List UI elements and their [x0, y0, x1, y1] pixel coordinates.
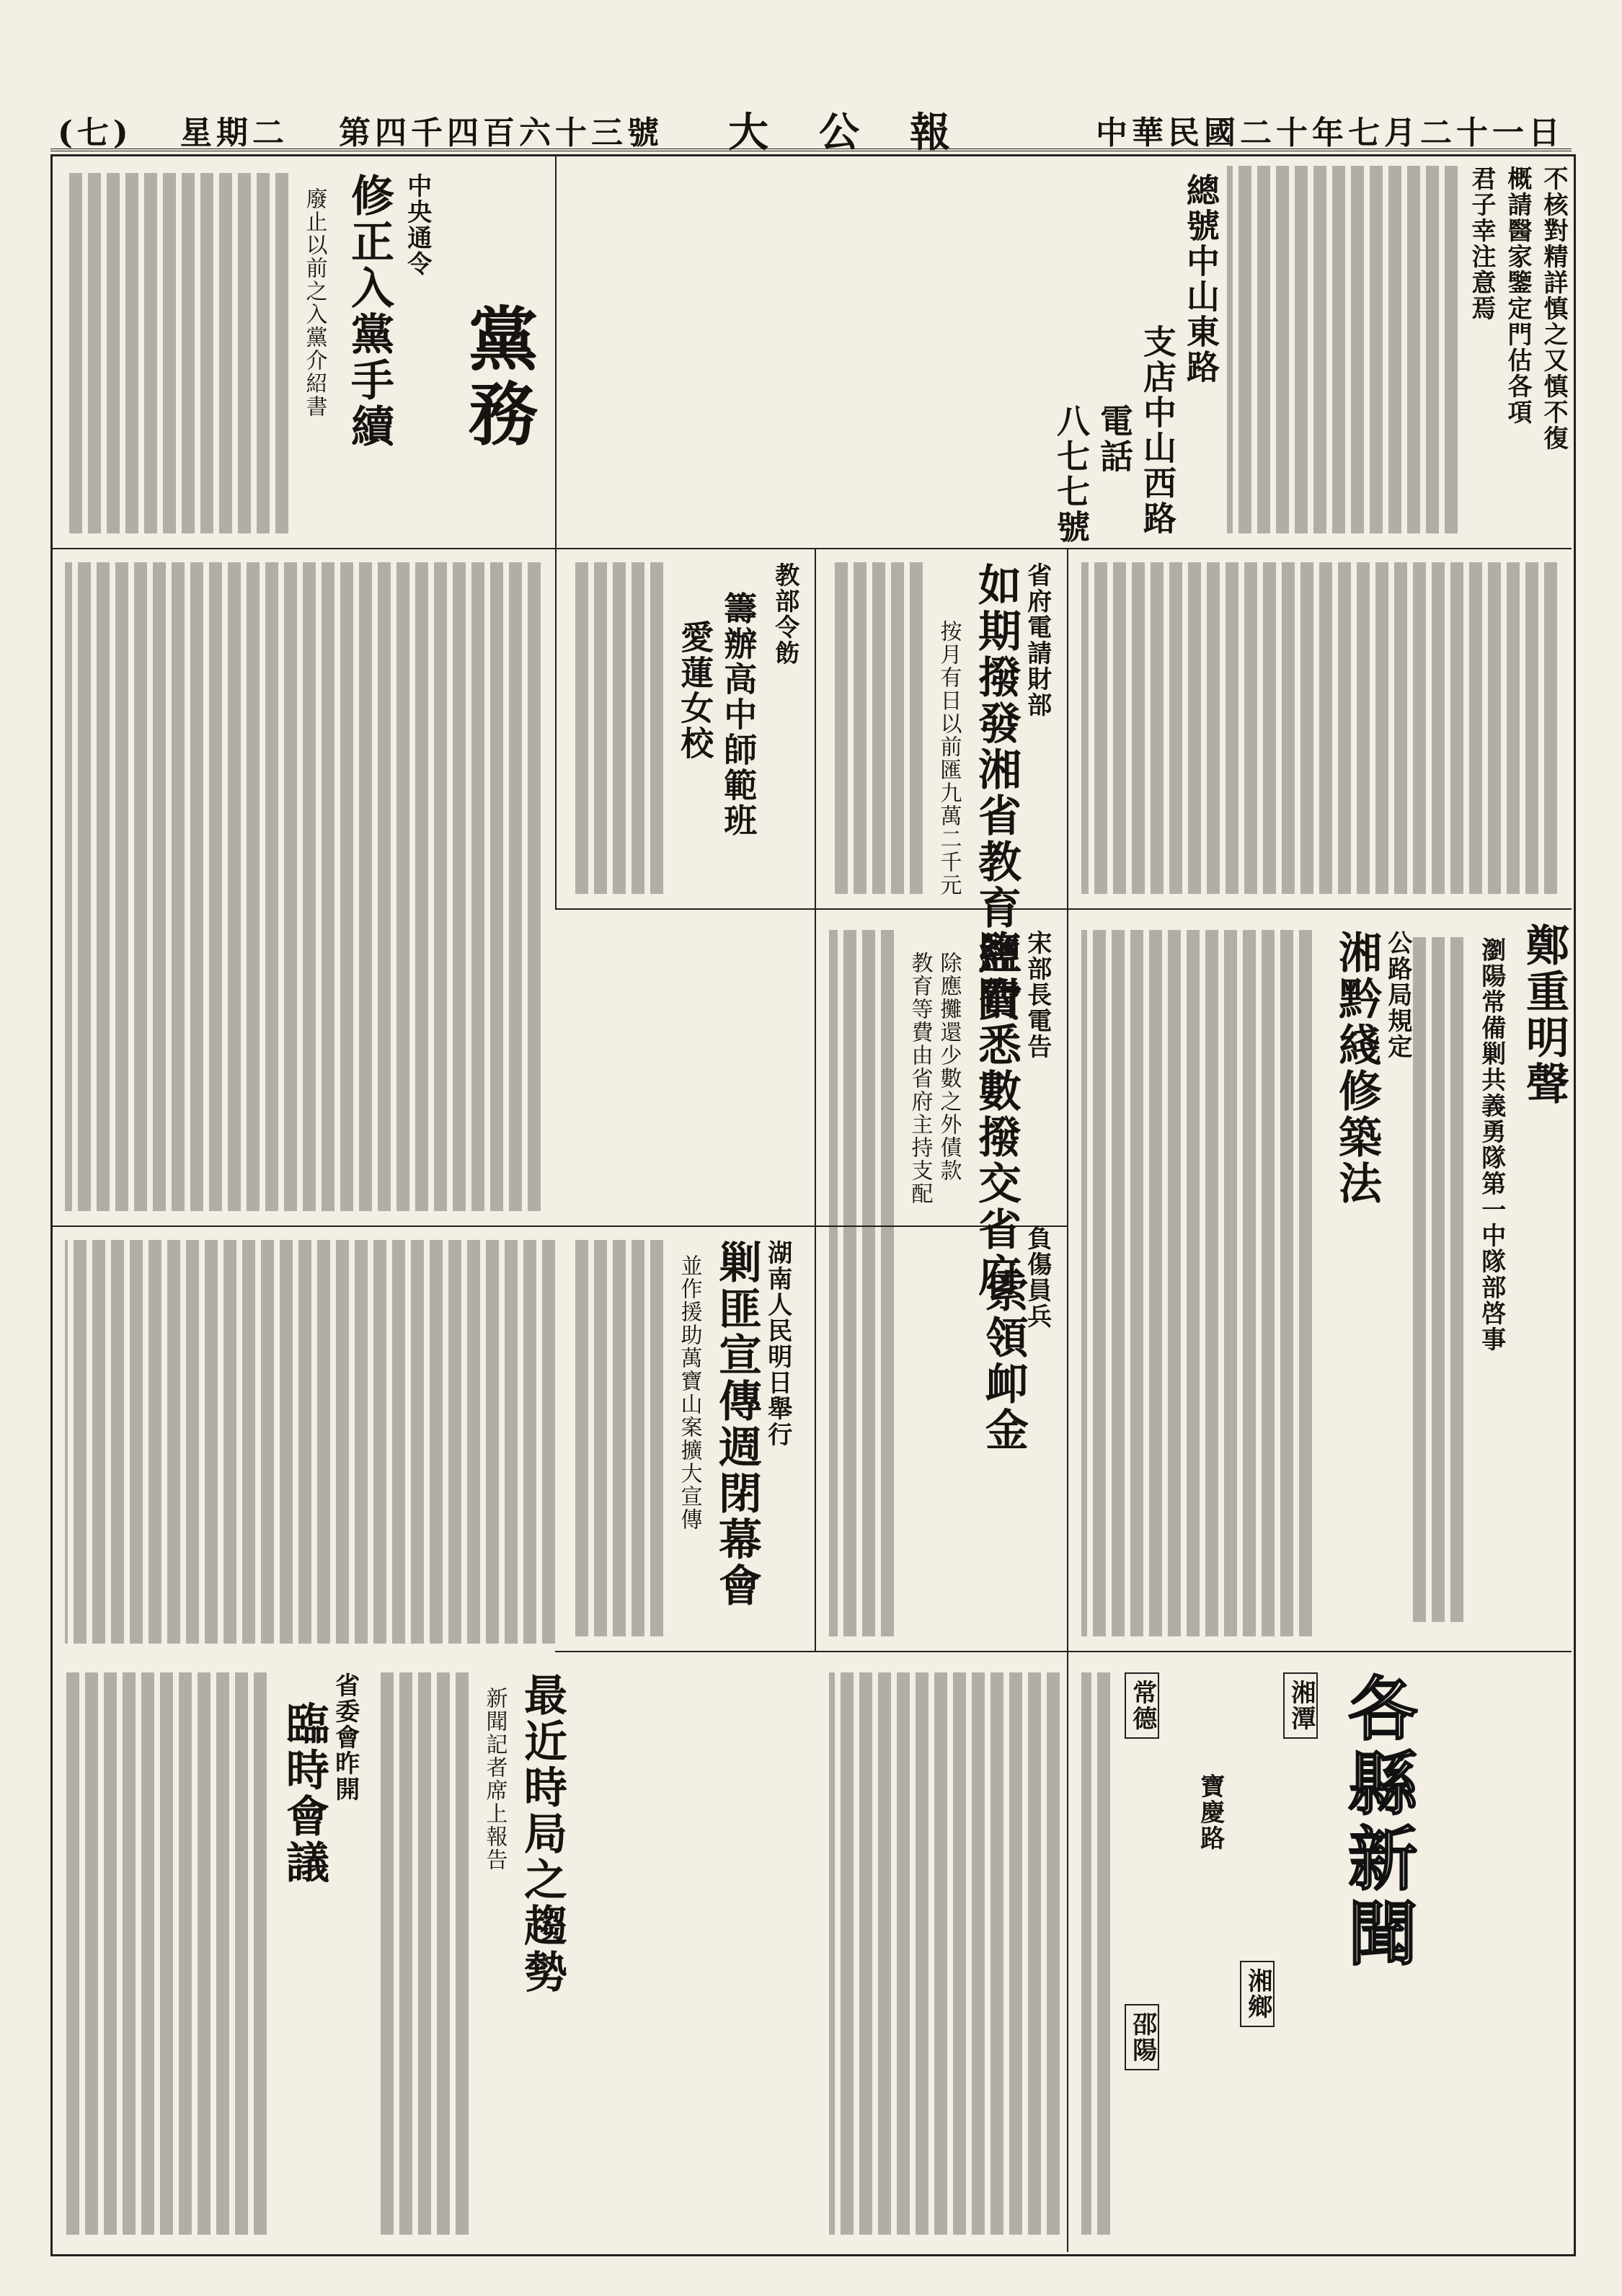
article-title: 臨時會議 — [279, 1701, 329, 1886]
divider — [555, 1651, 1572, 1652]
divider — [815, 548, 816, 908]
article-subtitle: 廢止以前之入黨介紹書 — [301, 187, 327, 418]
article-subtitle: 教育等費由省府主持支配 — [907, 952, 933, 1205]
article-kicker: 中央通令 — [402, 173, 432, 277]
article-kicker: 省委會昨開 — [330, 1672, 360, 1802]
article-title: 最近時局之趨勢 — [517, 1672, 567, 1995]
county-label-changde: 常德 — [1125, 1672, 1159, 1739]
section-heading: 黨務 — [457, 303, 539, 453]
article-title: 愛蓮女校 — [675, 620, 715, 761]
article-body-text — [1081, 930, 1312, 1636]
divider — [555, 908, 1572, 910]
article-title: 湘黔綫修築法 — [1331, 930, 1382, 1207]
article-subtitle: 除應攤還少數之外債款 — [936, 952, 962, 1182]
running-head-page-number: (七) — [58, 115, 133, 151]
ad-line: 不核對精詳慎之又慎不復 — [1539, 166, 1568, 451]
article-subtitle: 新聞記者席上報告 — [482, 1687, 508, 1871]
running-head-paper-name: 大公報 — [728, 109, 1001, 156]
article-kicker: 負傷員兵 — [1022, 1225, 1052, 1329]
article-body-text — [570, 562, 663, 894]
running-head-weekday: 星期二 — [180, 115, 288, 151]
article-kicker: 公路局規定 — [1383, 930, 1412, 1060]
section-heading: 各縣新聞 — [1337, 1672, 1419, 1972]
article-title: 索領卹金 — [978, 1269, 1029, 1453]
ad-phone: 八七七號 — [1052, 404, 1091, 545]
article-body-text — [65, 562, 541, 1211]
county-label-baoqing-road: 寶慶路 — [1195, 1773, 1225, 1851]
county-label-xiangxiang: 湘鄉 — [1240, 1961, 1275, 2027]
ad-line: 概請醫家鑒定門估各項 — [1503, 166, 1532, 425]
ad-body-text — [1227, 166, 1458, 533]
divider — [555, 154, 557, 908]
article-body-text — [829, 562, 923, 894]
divider — [50, 1225, 1067, 1227]
ad-headquarters: 總號中山東路 — [1182, 173, 1220, 385]
ad-phone-label: 電話 — [1095, 404, 1134, 474]
ad-line: 君子幸注意焉 — [1467, 166, 1496, 322]
article-subtitle: 並作援助萬寶山案擴大宣傳 — [676, 1254, 702, 1531]
article-title: 剿匪宣傳週閉幕會 — [712, 1240, 762, 1609]
running-head-date: 中華民國二十年七月二十一日 — [1096, 115, 1564, 151]
article-body-text — [65, 1240, 555, 1644]
article-body-text — [65, 173, 288, 533]
county-label-shaoyang: 邵陽 — [1125, 2004, 1159, 2070]
article-title: 如期撥發湘省教育經費 — [971, 562, 1021, 1024]
article-body-text — [65, 1672, 267, 2235]
article-title: 鹽附悉數撥交省府 — [971, 930, 1021, 1299]
article-kicker: 宋部長電告 — [1022, 930, 1052, 1060]
article-body-text — [570, 1240, 663, 1636]
ad-branch: 支店中山西路 — [1138, 324, 1177, 536]
article-subtitle: 按月有日以前匯九萬二千元 — [936, 620, 962, 897]
notice-title: 鄭重明聲 — [1519, 923, 1569, 1107]
county-body-text — [1081, 1672, 1110, 2235]
article-title: 修正入黨手續 — [344, 173, 394, 450]
divider — [1067, 548, 1068, 2252]
article-kicker: 省府電請財部 — [1022, 562, 1052, 718]
notice-body-text — [1413, 937, 1463, 1622]
divider — [815, 908, 816, 1651]
running-head — [50, 101, 1572, 156]
article-body-text — [1081, 562, 1557, 894]
article-kicker: 教部令飭 — [770, 562, 799, 666]
article-body-text — [829, 930, 894, 1636]
article-body-text — [829, 1672, 1060, 2235]
county-label-xiangtan: 湘潭 — [1283, 1672, 1318, 1739]
divider — [50, 548, 1572, 549]
notice-band: 瀏陽常備剿共義勇隊第一中隊部啓事 — [1476, 937, 1506, 1352]
article-body-text — [375, 1672, 469, 2235]
running-head-issue-number: 第四千四百六十三號 — [339, 115, 663, 151]
article-title: 籌辦高中師範班 — [719, 591, 758, 838]
article-kicker: 湖南人民明日舉行 — [763, 1240, 792, 1448]
